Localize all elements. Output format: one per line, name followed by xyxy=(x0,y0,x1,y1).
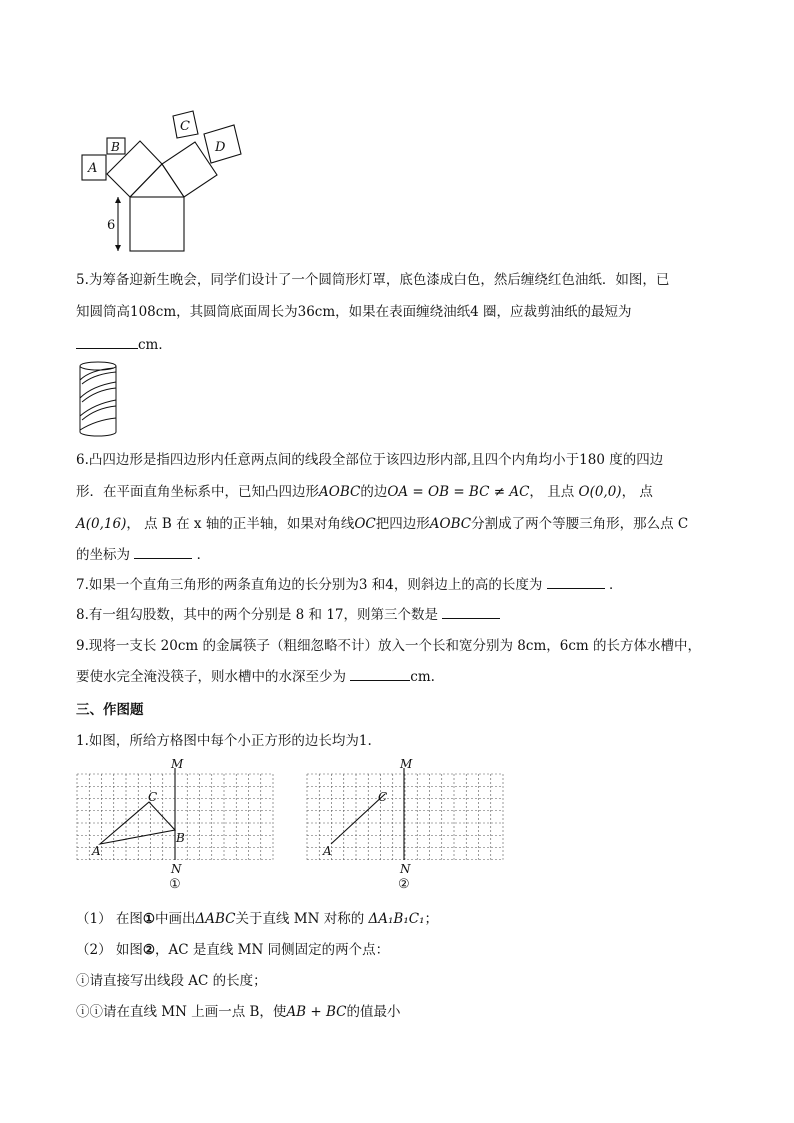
square-base xyxy=(130,197,184,251)
label-b: B xyxy=(111,140,120,154)
square-right xyxy=(162,142,217,197)
label-c: C xyxy=(148,790,158,804)
q5-line1: 5.为筹备迎新生晚会，同学们设计了一个圆筒形灯罩，底色漆成白色，然后缠绕红色油纸．如图，已 xyxy=(76,272,670,288)
answer-blank[interactable] xyxy=(134,544,192,559)
answer-blank[interactable] xyxy=(547,574,605,589)
q6-line3: A(0,16)， 点 B 在 x 轴的正半轴，如果对角线OC把四边形AOBC分割成了两个等腰三角形，那么点 C xyxy=(76,516,689,532)
q5-line3 xyxy=(76,333,172,353)
answer-blank[interactable] xyxy=(76,334,138,349)
pythagoras-figure xyxy=(76,108,256,254)
draw1-part2-i: ⓘ请直接写出线段 AC 的长度； xyxy=(76,973,267,989)
q7-line: 7.如果一个直角三角形的两条直角边的长分别为3 和4，则斜边上的高的长度为 ． xyxy=(76,573,622,593)
label-c: C xyxy=(378,790,388,804)
label-a: A xyxy=(88,161,98,176)
label-a: A xyxy=(92,844,101,858)
q6-line4: 的坐标为 ． xyxy=(76,543,210,563)
label-d: D xyxy=(215,140,226,155)
draw1-part2: （2） 如图②，AC 是直线 MN 同侧固定的两个点： xyxy=(76,942,390,958)
draw1-intro: 1.如图，所给方格图中每个小正方形的边长均为1. xyxy=(76,733,372,749)
caption-1: ① xyxy=(169,877,181,892)
label-height: 6 xyxy=(107,218,116,233)
label-n: N xyxy=(171,862,182,876)
q5-line2: 知圆筒高108cm，其圆筒底面周长为36cm，如果在表面缠绕油纸4 圈，应裁剪油纸的最短为 xyxy=(76,304,632,320)
q8-line: 8.有一组勾股数，其中的两个分别是 8 和 17，则第三个数是 xyxy=(76,603,500,623)
label-m: M xyxy=(171,757,184,771)
cylinder-figure xyxy=(76,360,120,440)
label-a: A xyxy=(323,844,332,858)
label-m: M xyxy=(400,757,413,771)
caption-2: ② xyxy=(398,877,410,892)
q6-line2: 形．在平面直角坐标系中，已知凸四边形AOBC的边OA = OB = BC ≠ AC， 且点 O(0,0)， 点 xyxy=(76,484,653,500)
label-b: B xyxy=(176,831,185,845)
answer-blank[interactable] xyxy=(442,604,500,619)
q5-unit: cm． xyxy=(138,337,172,353)
section-title: 三、作图题 xyxy=(76,702,144,718)
q9-line2: 要使水完全淹没筷子，则水槽中的水深至少为 cm. xyxy=(76,665,435,685)
draw1-part1: （1） 在图①中画出ΔABC关于直线 MN 对称的 ΔA₁B₁C₁； xyxy=(76,911,438,927)
draw1-part2-ii: ⓘⓘ请在直线 MN 上画一点 B，使AB + BC的值最小 xyxy=(76,1004,401,1020)
q9-line1: 9.现将一支长 20cm 的金属筷子（粗细忽略不计）放入一个长和宽分别为 8cm，6cm 的长方体水槽中， xyxy=(76,638,701,654)
q6-line1: 6.凸四边形是指四边形内任意两点间的线段全部位于该四边形内部,且四个内角均小于180 度的四边 xyxy=(76,452,664,468)
answer-blank[interactable] xyxy=(350,666,410,681)
label-c: C xyxy=(180,119,190,134)
grid-figure-2 xyxy=(306,756,506,892)
grid-figure-1 xyxy=(76,756,276,892)
label-n: N xyxy=(400,862,411,876)
